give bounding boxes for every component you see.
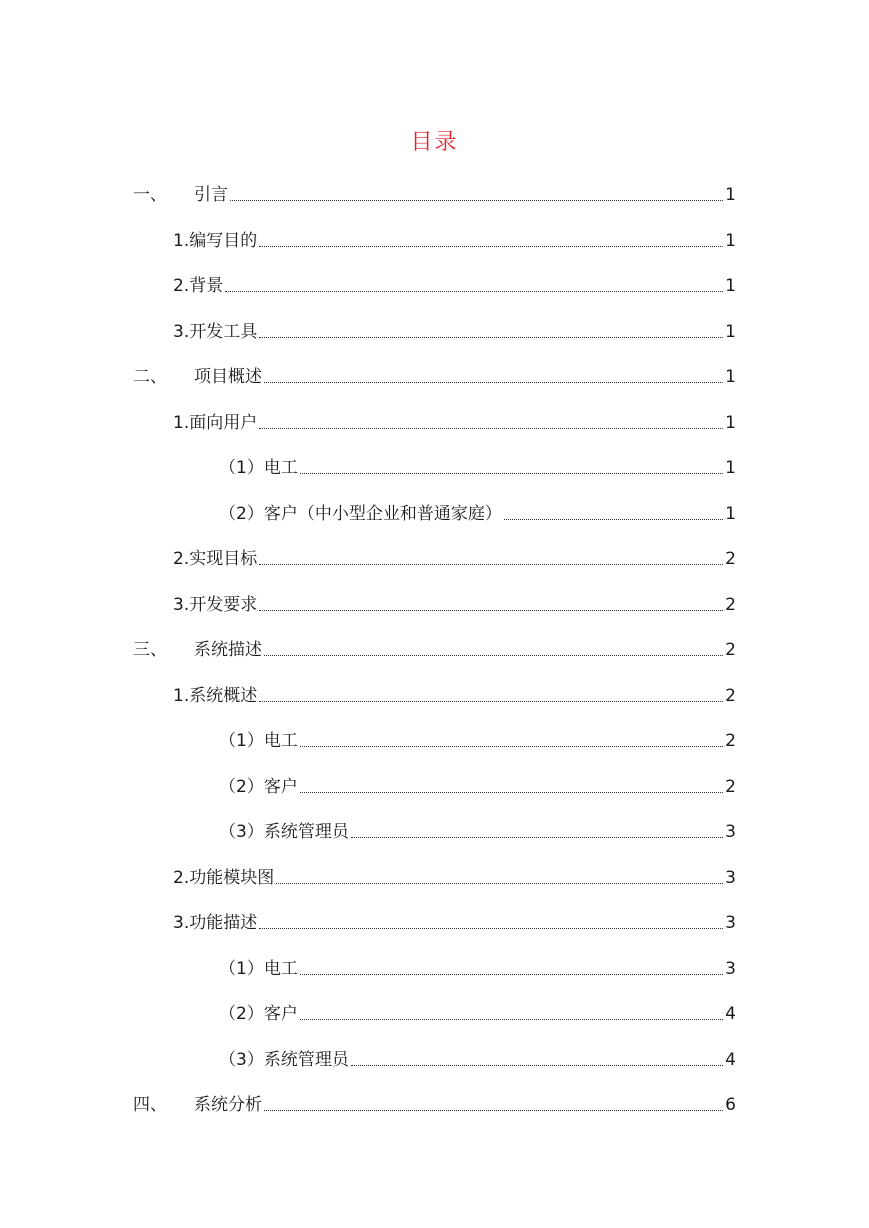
entry-page-number: 1 bbox=[725, 412, 736, 433]
toc-entry[interactable] bbox=[219, 769, 736, 799]
entry-number: 2. bbox=[173, 549, 190, 569]
entry-number: （2） bbox=[219, 776, 264, 797]
entry-title: 功能模块图 bbox=[189, 867, 275, 888]
entry-page-number: 3 bbox=[725, 867, 736, 888]
dot-leader bbox=[300, 1019, 723, 1020]
toc-entry[interactable] bbox=[173, 223, 736, 253]
entry-number: 2. bbox=[173, 276, 190, 296]
dot-leader bbox=[259, 246, 723, 247]
entry-title: 背景 bbox=[189, 276, 224, 296]
dot-leader bbox=[259, 428, 723, 429]
dot-leader bbox=[300, 974, 723, 975]
entry-number: 3. bbox=[173, 594, 190, 615]
toc-entry[interactable] bbox=[133, 359, 736, 389]
toc-entry[interactable] bbox=[219, 450, 736, 480]
entry-title: 系统管理员 bbox=[263, 822, 349, 842]
entry-title: 引言 bbox=[194, 185, 228, 205]
dot-leader bbox=[264, 655, 723, 656]
entry-title: 功能描述 bbox=[189, 913, 258, 933]
entry-title: 电工 bbox=[263, 958, 298, 979]
toc-entry[interactable] bbox=[219, 814, 736, 844]
entry-title: 客户（中小型企业和普通家庭） bbox=[263, 503, 502, 524]
entry-page-number: 3 bbox=[725, 958, 736, 979]
toc-entry[interactable] bbox=[173, 541, 736, 571]
entry-number: 3. bbox=[173, 321, 190, 342]
entry-number: 1. bbox=[173, 685, 190, 706]
entry-number: （3） bbox=[219, 1049, 264, 1070]
entry-page-number: 1 bbox=[725, 230, 736, 251]
toc-entry[interactable] bbox=[219, 996, 736, 1026]
entry-title: 系统管理员 bbox=[263, 1049, 349, 1070]
toc-entry[interactable] bbox=[219, 1042, 736, 1072]
entry-number: （1） bbox=[219, 958, 264, 979]
entry-number: 3. bbox=[173, 913, 190, 933]
entry-title: 实现目标 bbox=[189, 549, 258, 569]
toc-entry[interactable] bbox=[219, 496, 736, 526]
toc-entry[interactable] bbox=[173, 405, 736, 435]
entry-number: 2. bbox=[173, 867, 190, 888]
dot-leader bbox=[276, 883, 723, 884]
entry-page-number: 1 bbox=[725, 321, 736, 342]
dot-leader bbox=[225, 291, 723, 292]
entry-page-number: 4 bbox=[725, 1049, 736, 1070]
entry-page-number: 2 bbox=[725, 640, 736, 660]
dot-leader bbox=[264, 382, 723, 383]
dot-leader bbox=[259, 564, 723, 565]
entry-page-number: 2 bbox=[725, 731, 736, 751]
entry-title: 开发要求 bbox=[189, 594, 258, 615]
entry-page-number: 2 bbox=[725, 776, 736, 797]
entry-title: 项目概述 bbox=[194, 367, 262, 387]
entry-number: 二、 bbox=[133, 367, 167, 387]
entry-number: （3） bbox=[219, 822, 264, 842]
entry-number: 1. bbox=[173, 412, 190, 433]
toc-entry[interactable] bbox=[133, 632, 736, 662]
entry-page-number: 3 bbox=[725, 913, 736, 933]
dot-leader bbox=[259, 337, 723, 338]
dot-leader bbox=[351, 837, 723, 838]
entry-page-number: 6 bbox=[725, 1095, 736, 1115]
entry-title: 编写目的 bbox=[189, 230, 258, 251]
entry-number: 四、 bbox=[133, 1095, 167, 1115]
entry-page-number: 2 bbox=[725, 685, 736, 706]
entry-title: 面向用户 bbox=[189, 412, 258, 433]
dot-leader bbox=[259, 928, 723, 929]
toc-entry[interactable] bbox=[219, 723, 736, 753]
entry-page-number: 4 bbox=[725, 1004, 736, 1024]
dot-leader bbox=[351, 1065, 723, 1066]
dot-leader bbox=[504, 519, 723, 520]
entry-number: 一、 bbox=[133, 185, 167, 205]
dot-leader bbox=[264, 1110, 723, 1111]
toc-entry[interactable] bbox=[219, 951, 736, 981]
entry-title: 电工 bbox=[263, 731, 298, 751]
entry-number: （1） bbox=[219, 458, 264, 478]
toc-entry[interactable] bbox=[173, 268, 736, 298]
dot-leader bbox=[300, 473, 723, 474]
entry-page-number: 1 bbox=[725, 367, 736, 387]
dot-leader bbox=[300, 792, 723, 793]
entry-title: 客户 bbox=[263, 1004, 298, 1024]
toc-entry[interactable] bbox=[173, 587, 736, 617]
entry-page-number: 1 bbox=[725, 503, 736, 524]
toc-entry[interactable] bbox=[133, 1087, 736, 1117]
entry-number: 1. bbox=[173, 230, 190, 251]
toc-entry[interactable] bbox=[173, 314, 736, 344]
entry-title: 系统概述 bbox=[189, 685, 258, 706]
toc-entry[interactable] bbox=[133, 177, 736, 207]
entry-title: 客户 bbox=[263, 776, 298, 797]
toc-entry[interactable] bbox=[173, 905, 736, 935]
dot-leader bbox=[259, 610, 723, 611]
entry-page-number: 2 bbox=[725, 594, 736, 615]
dot-leader bbox=[300, 746, 723, 747]
dot-leader bbox=[259, 701, 723, 702]
entry-number: （2） bbox=[219, 503, 264, 524]
toc-entry[interactable] bbox=[173, 860, 736, 890]
entry-page-number: 3 bbox=[725, 822, 736, 842]
entry-page-number: 2 bbox=[725, 549, 736, 569]
entry-title: 电工 bbox=[263, 458, 298, 478]
entry-number: （1） bbox=[219, 731, 264, 751]
entry-title: 系统描述 bbox=[194, 640, 262, 660]
toc-entry[interactable] bbox=[173, 678, 736, 708]
dot-leader bbox=[230, 200, 723, 201]
entry-number: （2） bbox=[219, 1004, 264, 1024]
entry-number: 三、 bbox=[133, 640, 167, 660]
entry-page-number: 1 bbox=[725, 185, 736, 205]
entry-title: 系统分析 bbox=[194, 1095, 262, 1115]
entry-title: 开发工具 bbox=[189, 321, 258, 342]
toc-title: 目录 bbox=[410, 130, 459, 155]
entry-page-number: 1 bbox=[725, 276, 736, 296]
entry-page-number: 1 bbox=[725, 458, 736, 478]
